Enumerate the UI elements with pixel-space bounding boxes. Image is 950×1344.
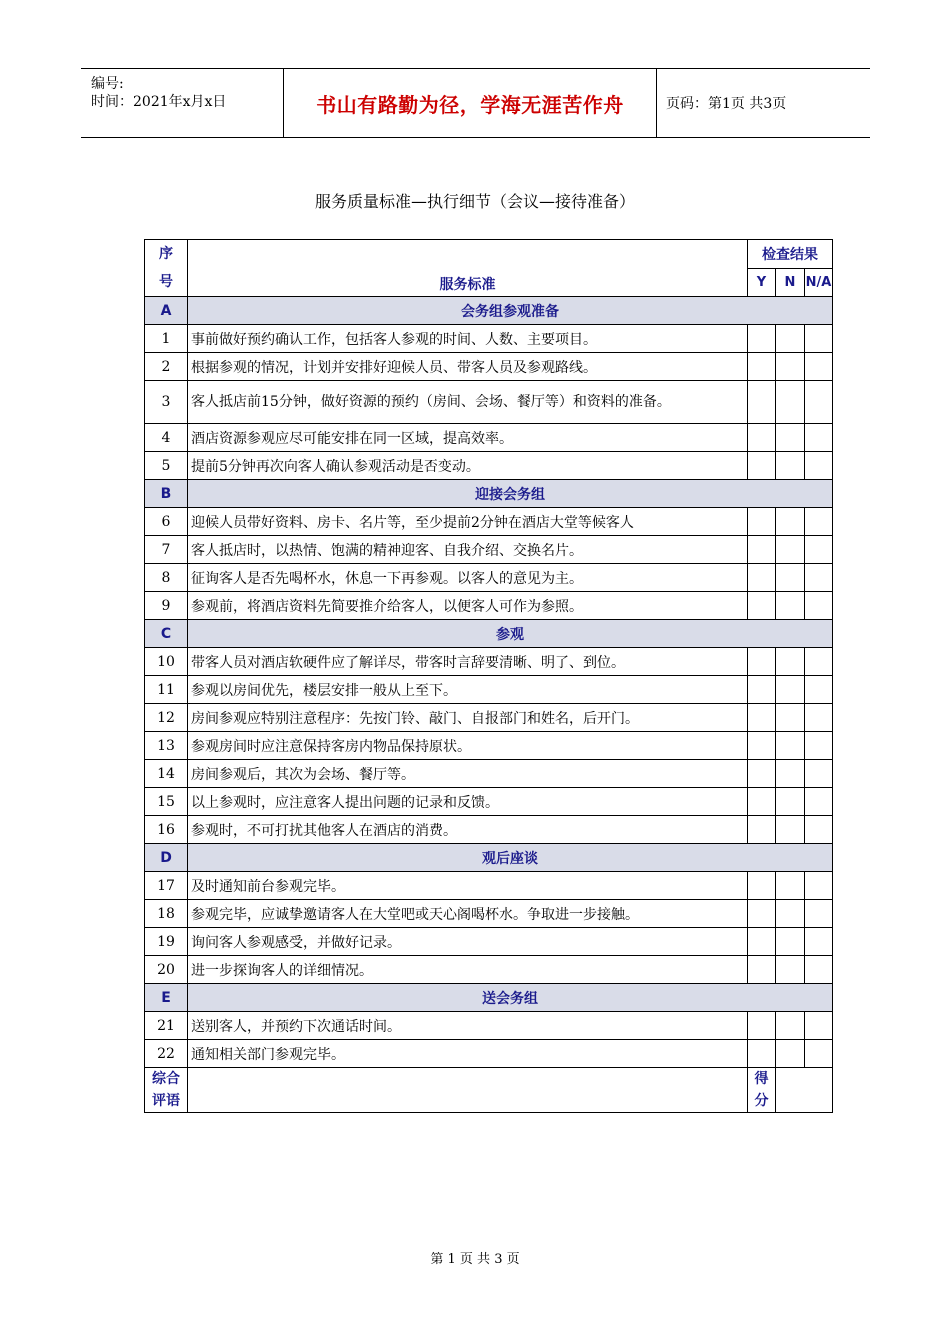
section-name: 观后座谈 [188,844,833,872]
table-row [145,1012,833,1040]
seq-header [145,240,188,297]
standard-text: 根据参观的情况，计划并安排好迎候人员、带客人员及参观路线。 [188,353,748,381]
na-check-cell[interactable] [805,564,833,592]
y-check-cell[interactable] [748,325,776,353]
y-check-cell[interactable] [748,564,776,592]
seq-header-bottom: 号 [159,274,173,290]
row-number: 13 [145,732,188,760]
n-check-cell[interactable] [776,381,805,424]
section-row [145,844,833,872]
table-row [145,564,833,592]
n-header: N [776,268,805,297]
y-check-cell[interactable] [748,732,776,760]
n-check-cell[interactable] [776,900,805,928]
section-code: A [145,297,188,325]
section-name: 会务组参观准备 [188,297,833,325]
na-check-cell[interactable] [805,816,833,844]
section-name: 参观 [188,620,833,648]
check-result-header: 检查结果 [748,240,833,269]
section-row [145,480,833,508]
section-name: 送会务组 [188,984,833,1012]
na-check-cell[interactable] [805,536,833,564]
table-row [145,381,833,424]
score-label [748,1068,776,1113]
y-check-cell[interactable] [748,816,776,844]
na-check-cell[interactable] [805,900,833,928]
na-check-cell[interactable] [805,760,833,788]
n-check-cell[interactable] [776,704,805,732]
section-code: C [145,620,188,648]
n-check-cell[interactable] [776,508,805,536]
page-title: 服务质量标准—执行细节（会议—接待准备） [314,192,635,211]
y-check-cell[interactable] [748,592,776,620]
n-check-cell[interactable] [776,325,805,353]
table-row [145,928,833,956]
summary-label-line1: 综合 [152,1071,180,1087]
row-number: 15 [145,788,188,816]
section-row [145,984,833,1012]
y-check-cell[interactable] [748,452,776,480]
motto-text: 书山有路勤为径，学海无涯苦作舟 [316,92,624,117]
section-code: B [145,480,188,508]
n-check-cell[interactable] [776,353,805,381]
na-check-cell[interactable] [805,732,833,760]
row-number: 11 [145,676,188,704]
row-number: 22 [145,1040,188,1068]
summary-label [145,1068,188,1113]
n-check-cell[interactable] [776,872,805,900]
standard-text: 酒店资源参观应尽可能安排在同一区域，提高效率。 [188,424,748,452]
table-row [145,452,833,480]
n-check-cell[interactable] [776,452,805,480]
page-footer: 第 1 页 共 3 页 [430,1252,520,1267]
n-check-cell[interactable] [776,1040,805,1068]
standard-text: 事前做好预约确认工作，包括客人参观的时间、人数、主要项目。 [188,325,748,353]
row-number: 7 [145,536,188,564]
row-number: 2 [145,353,188,381]
row-number: 17 [145,872,188,900]
section-row [145,297,833,325]
table-row [145,424,833,452]
section-name: 迎接会务组 [188,480,833,508]
row-number: 19 [145,928,188,956]
row-number: 3 [145,381,188,424]
n-check-cell[interactable] [776,536,805,564]
section-row [145,620,833,648]
standard-text: 征询客人是否先喝杯水，休息一下再参观。以客人的意见为主。 [188,564,748,592]
na-check-cell[interactable] [805,1040,833,1068]
table-row [145,508,833,536]
n-check-cell[interactable] [776,1012,805,1040]
y-check-cell[interactable] [748,353,776,381]
y-check-cell[interactable] [748,676,776,704]
table-row [145,592,833,620]
n-check-cell[interactable] [776,956,805,984]
standard-text: 客人抵店时，以热情、饱满的精神迎客、自我介绍、交换名片。 [188,536,748,564]
na-check-cell[interactable] [805,592,833,620]
table-row [145,956,833,984]
header-page-cell [656,69,870,137]
y-check-cell[interactable] [748,900,776,928]
na-check-cell[interactable] [805,788,833,816]
table-row [145,325,833,353]
n-check-cell[interactable] [776,816,805,844]
table-row [145,353,833,381]
standard-text: 提前5分钟再次向客人确认参观活动是否变动。 [188,452,748,480]
summary-label-line2: 评语 [152,1093,180,1109]
standard-text: 进一步探询客人的详细情况。 [188,956,748,984]
na-check-cell[interactable] [805,325,833,353]
seq-header-top: 序 [159,246,173,262]
y-check-cell[interactable] [748,928,776,956]
row-number: 21 [145,1012,188,1040]
table-row [145,816,833,844]
standard-text: 送别客人，并预约下次通话时间。 [188,1012,748,1040]
row-number: 18 [145,900,188,928]
y-check-cell[interactable] [748,508,776,536]
na-check-cell[interactable] [805,381,833,424]
time-label: 时间：2021年x月x日 [91,94,227,110]
na-check-cell[interactable] [805,704,833,732]
n-check-cell[interactable] [776,760,805,788]
table-row [145,872,833,900]
row-number: 9 [145,592,188,620]
table-row [145,676,833,704]
page-code: 页码：第1页 共3页 [666,96,787,112]
table-row [145,536,833,564]
n-check-cell[interactable] [776,676,805,704]
row-number: 10 [145,648,188,676]
row-number: 16 [145,816,188,844]
y-check-cell[interactable] [748,381,776,424]
y-check-cell[interactable] [748,704,776,732]
standard-text: 询问客人参观感受，并做好记录。 [188,928,748,956]
na-check-cell[interactable] [805,676,833,704]
na-check-cell[interactable] [805,956,833,984]
n-check-cell[interactable] [776,732,805,760]
standard-text: 通知相关部门参观完毕。 [188,1040,748,1068]
table-header-row-1 [145,240,833,269]
na-check-cell[interactable] [805,508,833,536]
document-header [81,68,870,138]
standard-text: 迎候人员带好资料、房卡、名片等，至少提前2分钟在酒店大堂等候客人 [188,508,748,536]
table-row [145,760,833,788]
row-number: 12 [145,704,188,732]
n-check-cell[interactable] [776,648,805,676]
standard-text: 参观时，不可打扰其他客人在酒店的消费。 [188,816,748,844]
header-motto-cell [283,69,657,137]
na-header: N/A [805,268,833,297]
standard-text: 参观房间时应注意保持客房内物品保持原状。 [188,732,748,760]
row-number: 14 [145,760,188,788]
y-check-cell[interactable] [748,1012,776,1040]
y-check-cell[interactable] [748,1040,776,1068]
n-check-cell[interactable] [776,928,805,956]
y-check-cell[interactable] [748,648,776,676]
table-row [145,732,833,760]
na-check-cell[interactable] [805,648,833,676]
y-header: Y [748,268,776,297]
row-number: 4 [145,424,188,452]
na-check-cell[interactable] [805,424,833,452]
summary-comment-cell[interactable] [188,1068,748,1113]
na-check-cell[interactable] [805,928,833,956]
y-check-cell[interactable] [748,956,776,984]
n-check-cell[interactable] [776,788,805,816]
score-label-line1: 得 [754,1071,769,1087]
standard-text: 带客人员对酒店软硬件应了解详尽，带客时言辞要清晰、明了、到位。 [188,648,748,676]
standard-header: 服务标准 [188,240,748,297]
row-number: 6 [145,508,188,536]
row-number: 1 [145,325,188,353]
y-check-cell[interactable] [748,760,776,788]
section-code: E [145,984,188,1012]
standard-text: 参观完毕，应诚挚邀请客人在大堂吧或天心阁喝杯水。争取进一步接触。 [188,900,748,928]
y-check-cell[interactable] [748,536,776,564]
na-check-cell[interactable] [805,872,833,900]
standard-text: 房间参观应特别注意程序：先按门铃、敲门、自报部门和姓名，后开门。 [188,704,748,732]
na-check-cell[interactable] [805,452,833,480]
n-check-cell[interactable] [776,592,805,620]
row-number: 20 [145,956,188,984]
summary-row [145,1068,833,1113]
standard-text: 参观前，将酒店资料先简要推介给客人，以便客人可作为参照。 [188,592,748,620]
table-row [145,648,833,676]
row-number: 8 [145,564,188,592]
header-meta [81,69,283,137]
table-row [145,704,833,732]
standard-text: 房间参观后，其次为会场、餐厅等。 [188,760,748,788]
y-check-cell[interactable] [748,788,776,816]
n-check-cell[interactable] [776,564,805,592]
standard-text: 及时通知前台参观完毕。 [188,872,748,900]
na-check-cell[interactable] [805,1012,833,1040]
number-label: 编号: [91,76,124,92]
table-row [145,900,833,928]
standard-text: 以上参观时，应注意客人提出问题的记录和反馈。 [188,788,748,816]
na-check-cell[interactable] [805,353,833,381]
standards-table [144,239,833,1113]
table-row [145,1040,833,1068]
y-check-cell[interactable] [748,872,776,900]
table-row [145,788,833,816]
y-check-cell[interactable] [748,424,776,452]
score-label-line2: 分 [754,1093,769,1109]
standard-text: 参观以房间优先，楼层安排一般从上至下。 [188,676,748,704]
n-check-cell[interactable] [776,424,805,452]
row-number: 5 [145,452,188,480]
score-value-cell[interactable] [776,1068,833,1113]
section-code: D [145,844,188,872]
standard-text: 客人抵店前15分钟，做好资源的预约（房间、会场、餐厅等）和资料的准备。 [188,381,748,424]
